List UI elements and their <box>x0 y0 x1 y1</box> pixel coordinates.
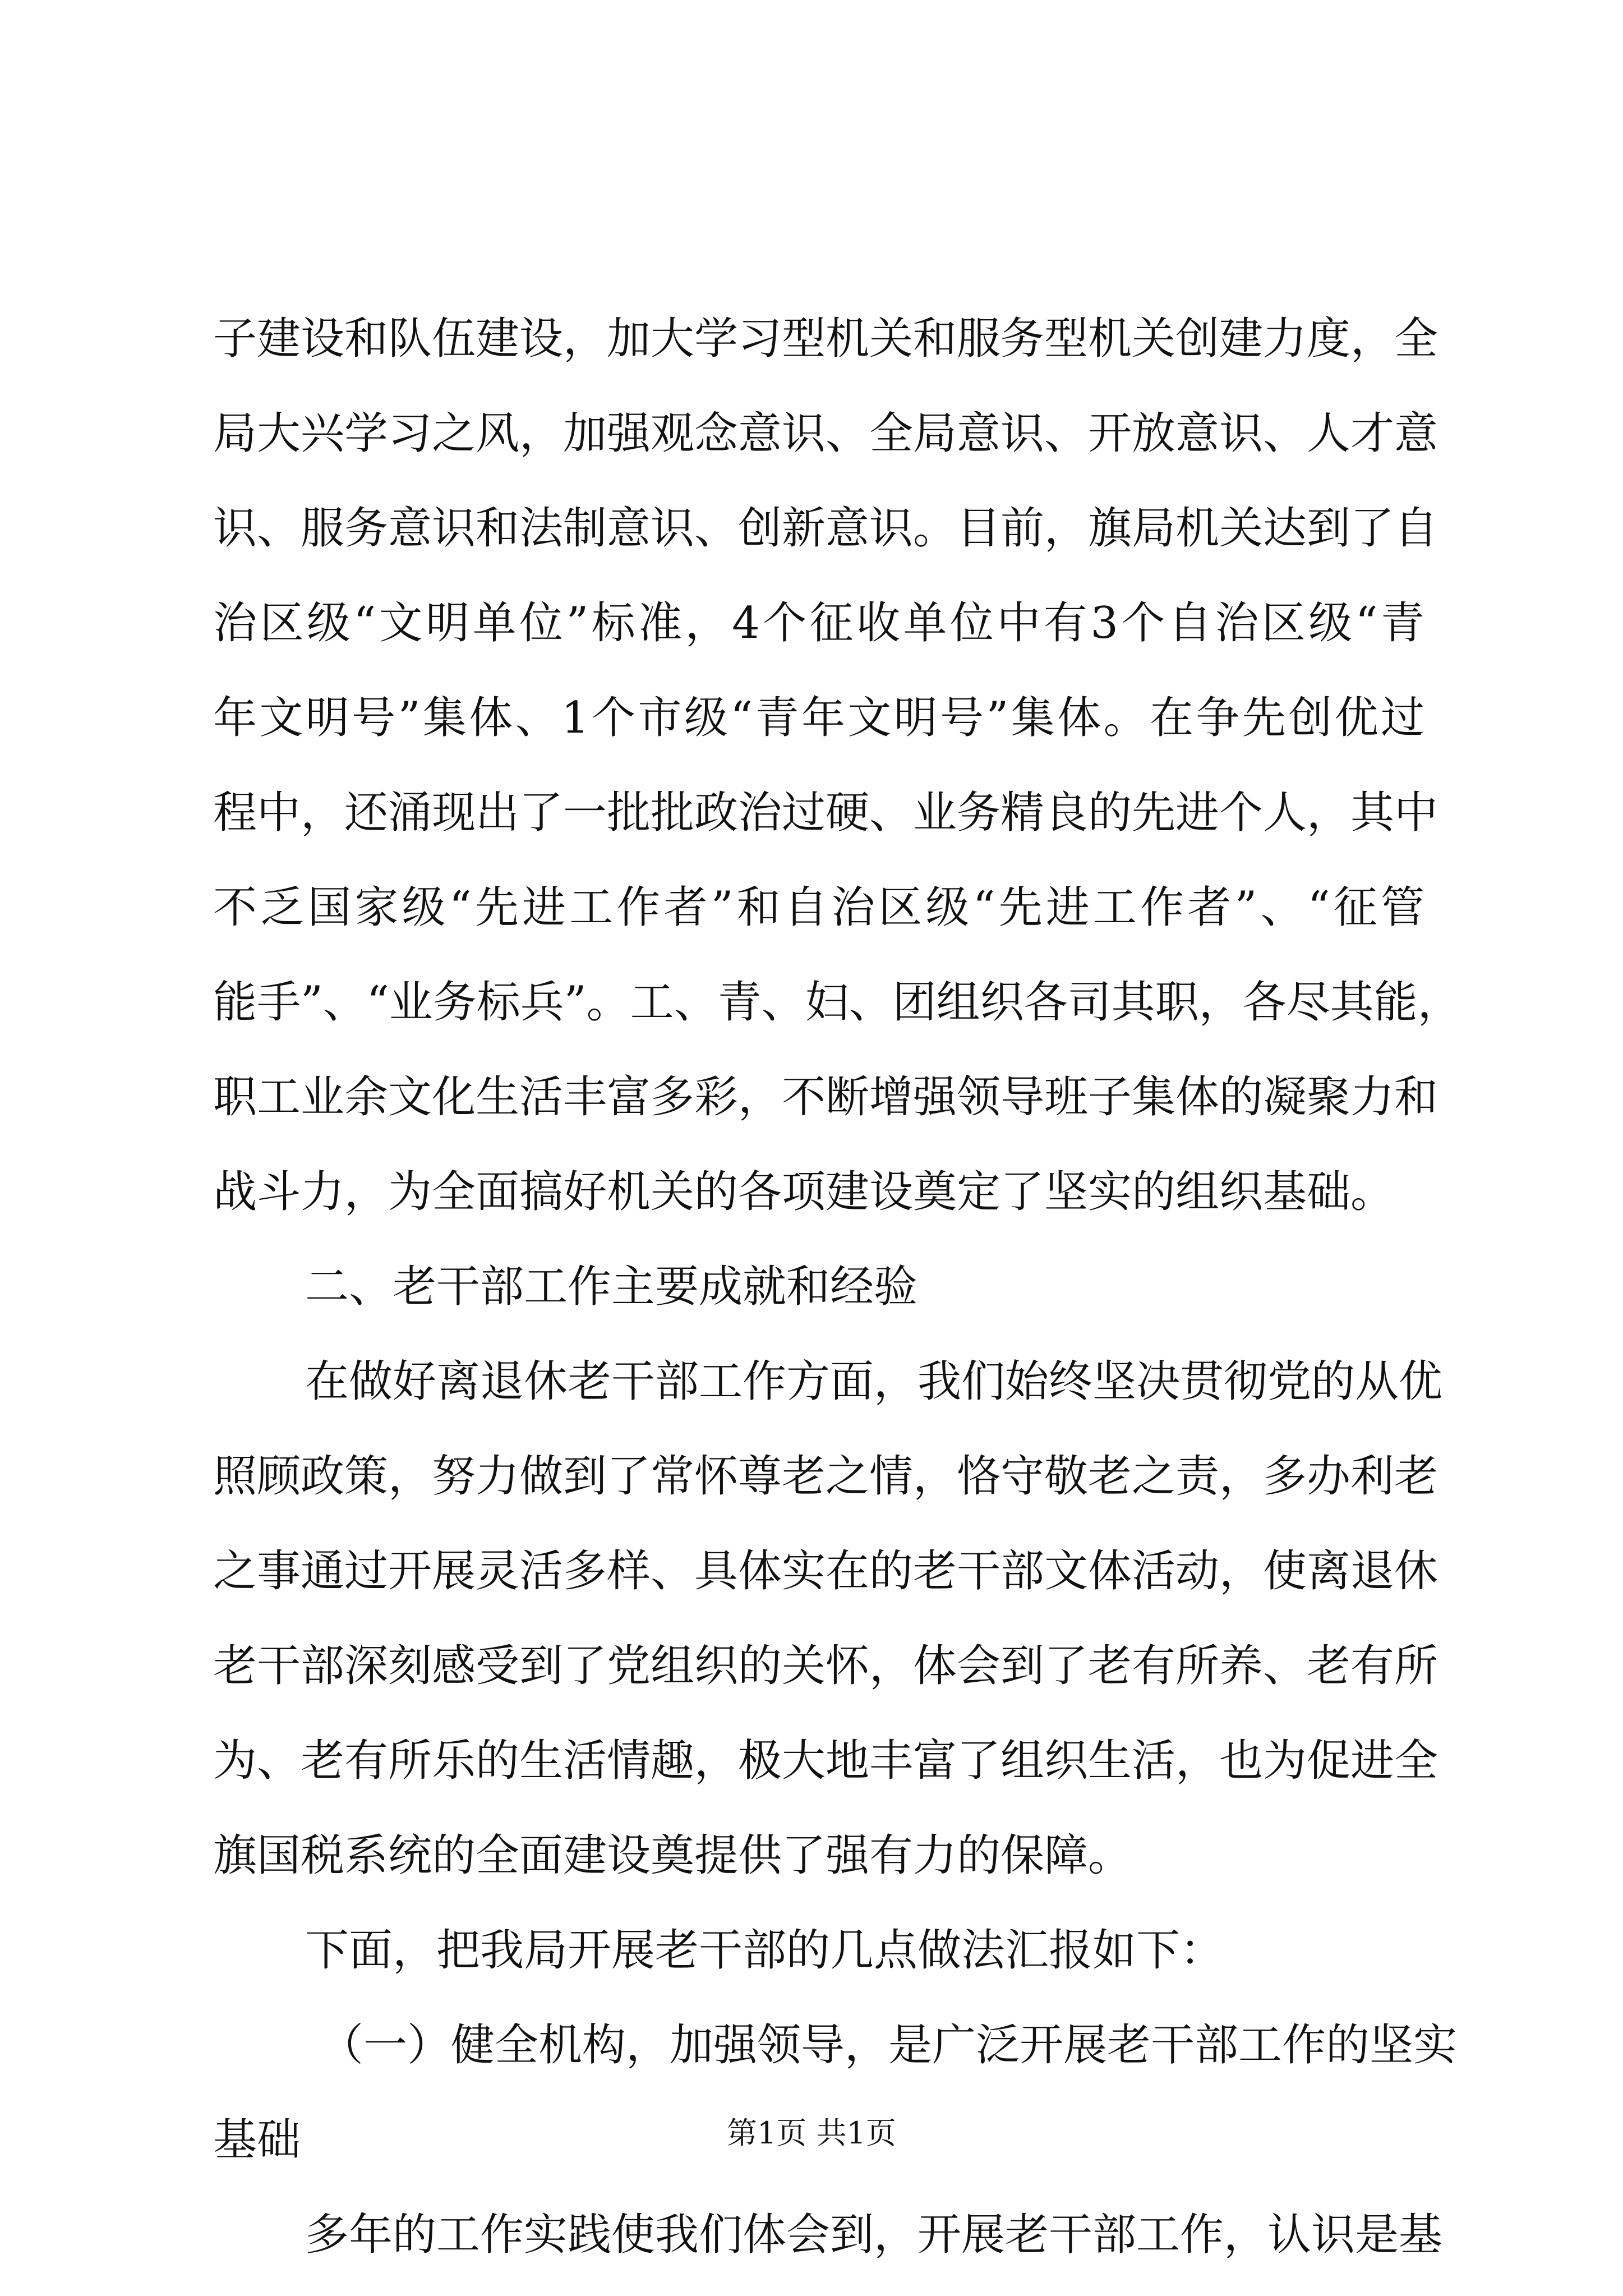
text-line: 子建设和队伍建设，加大学习型机关和服务型机关创建力度，全 <box>213 314 1438 364</box>
text-line: 照顾政策，努力做到了常怀尊老之情，恪守敬老之责，多办利老 <box>213 1451 1438 1502</box>
page-footer: 第1页 共1页 <box>727 2115 896 2151</box>
text-line: 能手”、“业务标兵”。工、青、妇、团组织各司其职，各尽其能， <box>213 977 1461 1028</box>
text-line: 下面，把我局开展老干部的几点做法汇报如下： <box>305 1925 1224 1976</box>
text-line: 职工业余文化生活丰富多彩，不断增强领导班子集体的凝聚力和 <box>213 1072 1438 1122</box>
text-line: 老干部深刻感受到了党组织的关怀，体会到了老有所养、老有所 <box>213 1641 1438 1691</box>
document-body <box>213 292 1461 2283</box>
text-line: 战斗力，为全面搞好机关的各项建设奠定了坚实的组织基础。 <box>213 1167 1395 1217</box>
section-heading: 二、老干部工作主要成就和经验 <box>305 1262 918 1312</box>
text-line: 识、服务意识和法制意识、创新意识。目前，旗局机关达到了自 <box>213 503 1438 554</box>
subsection-heading-continued: 基础 <box>213 2115 301 2165</box>
text-line: 治区级“文明单位”标准，4个征收单位中有3个自治区级“青 <box>213 598 1424 648</box>
text-line: 不乏国家级“先进工作者”和自治区级“先进工作者”、“征管 <box>213 882 1424 933</box>
text-line: 多年的工作实践使我们体会到，开展老干部工作，认识是基 <box>305 2210 1443 2260</box>
text-line: 为、老有所乐的生活情趣，极大地丰富了组织生活，也为促进全 <box>213 1736 1438 1786</box>
text-line: 旗国税系统的全面建设奠提供了强有力的保障。 <box>213 1830 1132 1881</box>
subsection-heading: （一）健全机构，加强领导，是广泛开展老干部工作的坚实 <box>320 2020 1458 2070</box>
text-line: 程中，还涌现出了一批批政治过硬、业务精良的先进个人，其中 <box>213 788 1438 838</box>
text-line: 年文明号”集体、1个市级“青年文明号”集体。在争先创优过 <box>213 693 1424 743</box>
text-line: 局大兴学习之风，加强观念意识、全局意识、开放意识、人才意 <box>213 408 1438 459</box>
text-line: 在做好离退休老干部工作方面，我们始终坚决贯彻党的从优 <box>305 1356 1443 1407</box>
text-line: 之事通过开展灵活多样、具体实在的老干部文体活动，使离退休 <box>213 1546 1438 1596</box>
